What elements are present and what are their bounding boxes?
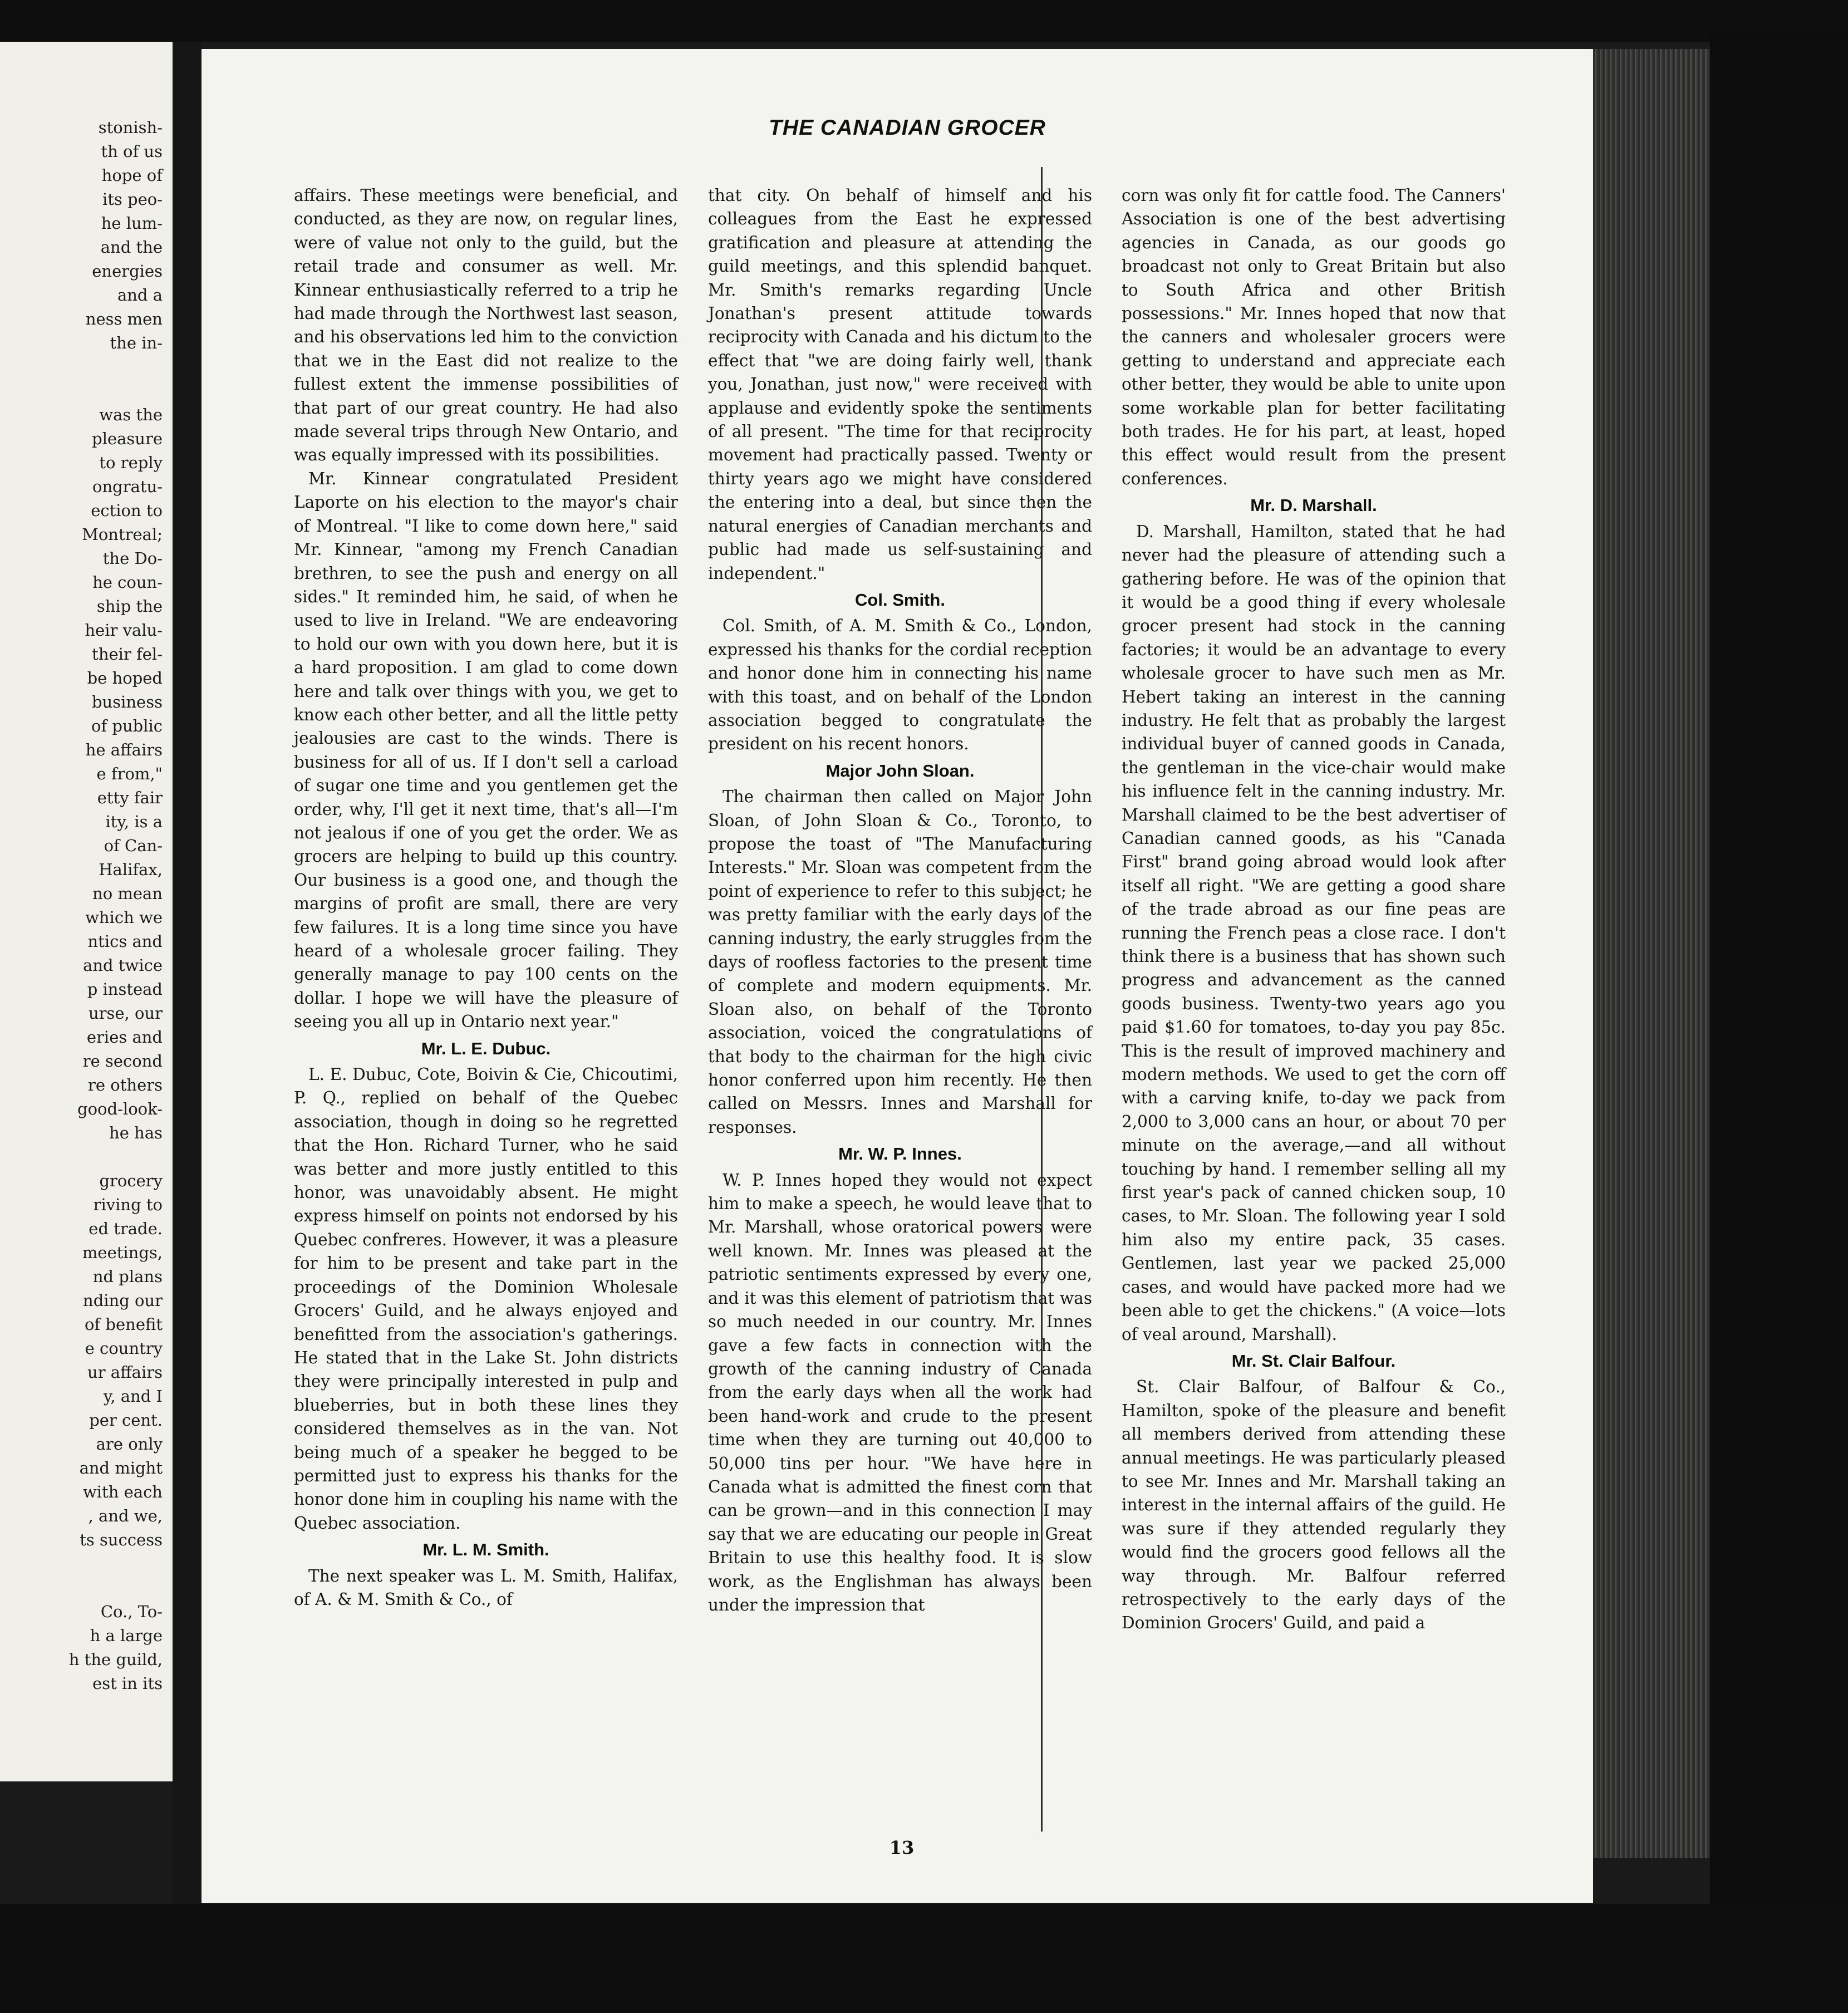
facing-page-line: pleasure <box>92 429 163 448</box>
facing-page-line: and the <box>100 238 163 257</box>
facing-page-line: ntics and <box>87 932 163 951</box>
facing-page-line: stonish- <box>98 118 163 137</box>
section-heading: Mr. W. P. Innes. <box>838 1144 962 1164</box>
facing-page-line: , and we, <box>88 1506 163 1525</box>
facing-page-line: of Can- <box>104 836 163 855</box>
section-heading: Mr. L. E. Dubuc. <box>421 1038 551 1058</box>
scan-right-border <box>1710 33 1848 1915</box>
facing-page-line: re others <box>88 1076 163 1094</box>
paragraph: L. E. Dubuc, Cote, Boivin & Cie, Chicoutimi, P. Q., replied on behalf of the Quebec association, though in doing so he regretted that the Hon. Richard Turner, who he said was better and more justly entitled to this honor, was unavoidably absent. He might express himself on points not endorsed by his Quebec confreres. However, it was a pleasure for him to be present and take part in the proceedings of the Dominion Wholesale Grocers' Guild, and he always enjoyed and benefitted from the association's gatherings. He stated that in the Lake St. John districts they were principally interested in pulp and blueberries, but in both these lines they considered themselves as in the van. Not being much of a speaker he begged to be permitted just to express his thanks for the honor done him in coupling his name with the Quebec association. <box>294 1065 678 1533</box>
section-heading: Mr. D. Marshall. <box>1250 495 1377 515</box>
paragraph: The next speaker was L. M. Smith, Halifax, of A. & M. Smith & Co., of <box>294 1566 678 1609</box>
text-column-3 <box>1122 184 1506 1635</box>
facing-page-line: ection to <box>91 501 163 520</box>
facing-page-line: Co., To- <box>100 1602 163 1621</box>
scan-bottom-border <box>0 1904 1848 2013</box>
page-number: 13 <box>889 1837 915 1858</box>
facing-page-line: no mean <box>92 884 163 903</box>
facing-page-line: energies <box>92 262 163 281</box>
facing-page-line: p instead <box>87 980 163 999</box>
facing-page-line: business <box>91 693 163 711</box>
text-column-1 <box>294 184 678 1611</box>
facing-page-line: per cent. <box>89 1411 163 1430</box>
facing-page-line: he lum- <box>101 214 163 233</box>
facing-page-line: urse, our <box>88 1004 163 1023</box>
section-heading: Major John Sloan. <box>825 760 975 780</box>
facing-page-line: which we <box>85 908 163 927</box>
facing-page-line: he affairs <box>85 740 163 759</box>
facing-page-line: their fel- <box>92 645 163 664</box>
text-column-2 <box>708 184 1092 1617</box>
facing-page-line: he has <box>109 1123 163 1142</box>
facing-page-line: the in- <box>110 333 163 352</box>
facing-page-line: th of us <box>101 142 163 161</box>
paragraph: St. Clair Balfour, of Balfour & Co., Hamilton, spoke of the pleasure and benefit all members derived from attending these annual meetings. He was particularly pleased to see Mr. Innes and Mr. Marshall taking an interest in the internal affairs of the guild. He was sure if they attended regularly they would find the grocers good fellows all the way through. Mr. Balfour referred retrospectively to the early days of the Dominion Grocers' Guild, and paid a <box>1122 1377 1506 1633</box>
paragraph: Col. Smith, of A. M. Smith & Co., London, expressed his thanks for the cordial reception and honor done him in connecting his name with this toast, and on behalf of the London association begged to congratulate the president on his recent honors. <box>708 616 1092 754</box>
paragraph: that city. On behalf of himself and his colleagues from the East he expressed gratification and pleasure at attending the guild meetings, and this splendid banquet. Mr. Smith's remarks regarding Uncle Jonathan's present attitude towards reciprocity with Canada and his dictum to the effect that "we are doing fairly well, thank you, Jonathan, just now," were received with applause and evidently spoke the sentiments of all present. "The time for that reciprocity movement had practically passed. Twenty or thirty years ago we might have considered the entering into a deal, but since then the natural energies of Canadian merchants and public had made us self-sustaining and independent." <box>708 186 1092 583</box>
facing-page-line: h a large <box>90 1626 163 1645</box>
facing-page-line: ship the <box>96 597 163 616</box>
running-head: THE CANADIAN GROCER <box>769 116 1046 140</box>
facing-page-line: etty fair <box>97 788 163 807</box>
paragraph: D. Marshall, Hamilton, stated that he had never had the pleasure of attending such a gathering before. He was of the opinion that it would be a good thing if every wholesale grocer present had stock in the canning factories; it would be an advantage to every wholesale grocer to have such men as Mr. Hebert taking an interest in the canning industry. He felt that as probably the largest individual buyer of canned goods in Canada, the gentleman in the vice-chair would make his influence felt in the canning industry. Mr. Marshall claimed to be the best advertiser of Canadian canned goods, as his "Canada First" brand going abroad would look after itself all right. "We are getting a good share of the trade abroad as our fine peas are running the French peas a close race. I don't think there is a business that has shown such progress and advancement as the canned goods business. Twenty-two years ago you paid $1.60 for tomatoes, to-day you pay 85c. This is the result of improved machinery and modern methods. We used to get the corn off with a carving knife, to-day we pack from 2,000 to 3,000 cans an hour, or about 70 per minute on the average,—and all without touching by hand. I remember selling all my first year's pack of canned chicken soup, 10 cases, to Mr. Sloan. The following year I sold him also my entire pack, 35 cases. Gentlemen, last year we packed 25,000 cases, and would have packed more had we been able to get the chickens." (A voice—lots of veal around, Marshall). <box>1122 522 1506 1344</box>
facing-page-line: and a <box>117 286 163 305</box>
paragraph: affairs. These meetings were beneficial, and conducted, as they are now, on regular lines, were of value not only to the guild, but the retail trade and consumer as well. Mr. Kinnear enthusiastically referred to a trip he had made through the Northwest last season, and his observations led him to the conviction that we in the East did not realize to the fullest extent the immense possibilities of that part of our great country. He had also made several trips through New Ontario, and was equally impressed with its possibilities. <box>294 186 678 465</box>
paragraph: corn was only fit for cattle food. The Canners' Association is one of the best advertising agencies in Canada, as our goods go broadcast not only to Great Britain but also to South Africa and other British possessions." Mr. Innes hoped that now that the canners and wholesaler grocers were getting to understand and appreciate each other better, they would be able to unite upon some workable plan for better facilitating both trades. He for his part, at least, hoped this effect would result from the present conferences. <box>1122 186 1506 488</box>
paragraph: Mr. Kinnear congratulated President Laporte on his election to the mayor's chair of Montreal. "I like to come down here," said Mr. Kinnear, "among my French Canadian brethren, to see the push and energy on all sides." It reminded him, he said, of when he used to live in Ireland. "We are endeavoring to hold our own with you down here, but it is a hard proposition. I am glad to come down here and talk over things with you, we get to know each other better, and all the little petty jealousies are cast to the winds. There is business for all of us. If I don't sell a carload of sugar one time and you gentlemen get the order, why, I'll get it next time, that's all—I'm not jealous if one of you get the order. We as grocers are helping to build up this country. Our business is a good one, and though the margins of profit are small, there are very few failures. It is a long time since you have heard of a wholesale grocer failing. They generally manage to pay 100 cents on the dollar. I hope we will have the pleasure of seeing you all up in Ontario next year." <box>294 469 678 1032</box>
facing-page-line: of public <box>91 716 163 735</box>
facing-page-line: hope of <box>101 166 163 185</box>
paragraph: W. P. Innes hoped they would not expect him to make a speech, he would leave that to Mr. Marshall, whose oratorical powers were well known. Mr. Innes was pleased at the patriotic sentiments expressed by every one, and it was this element of patriotism that was so much needed in our country. Mr. Innes gave a few facts in connection with the growth of the canning industry of Canada from the early days when all the work had been hand-work and crude to the present time when they are turning out 40,000 to 50,000 tins per hour. "We have here in Canada what is admitted the finest corn that can be grown—and in this connection I may say that we are educating our people in Great Britain to use this healthy food. It is slow work, as the Englishman has always been under the impression that <box>708 1170 1092 1614</box>
facing-page-line: be hoped <box>87 669 163 688</box>
facing-page-line: ur affairs <box>87 1363 163 1382</box>
facing-page-fragment <box>0 42 173 1781</box>
facing-page-line: of benefit <box>85 1315 163 1334</box>
facing-page-line: ongratu- <box>92 477 163 496</box>
facing-page-line: with each <box>82 1482 163 1501</box>
book-page-edges <box>1593 49 1710 1858</box>
facing-page-line: nd plans <box>92 1267 163 1286</box>
facing-page-line: ts success <box>80 1530 163 1549</box>
facing-page-line: ness men <box>85 310 163 328</box>
facing-page-line: meetings, <box>82 1243 163 1262</box>
facing-page-line: was the <box>99 405 163 424</box>
facing-page-line: are only <box>96 1435 163 1454</box>
facing-page-line: h the guild, <box>68 1650 163 1669</box>
facing-page-line: nding our <box>83 1291 163 1310</box>
facing-page-line: riving to <box>93 1195 163 1214</box>
facing-page-line: and twice <box>83 956 163 975</box>
scan-top-border <box>0 0 1848 42</box>
section-heading: Mr. L. M. Smith. <box>422 1540 549 1560</box>
facing-page-line: eries and <box>86 1028 163 1047</box>
section-heading: Mr. St. Clair Balfour. <box>1231 1351 1396 1371</box>
section-heading: Col. Smith. <box>855 590 945 610</box>
facing-page-line: ity, is a <box>105 812 163 831</box>
facing-page-line: Halifax, <box>99 860 163 879</box>
book-gutter <box>173 42 201 1904</box>
facing-page-line: est in its <box>92 1674 163 1693</box>
facing-page-line: and might <box>79 1459 163 1477</box>
paragraph: The chairman then called on Major John Sloan, of John Sloan & Co., Toronto, to propose the toast of "The Manufacturing Interests." Mr. Sloan was competent from the point of experience to refer to this subject; he was pretty familiar with the early days of the canning industry, the early struggles from the days of roofless factories to the present time of complete and modern equipments. Mr. Sloan also, on behalf of the Toronto association, voiced the congratulations of that body to the chairman for the high civic honor conferred upon him recently. He then called on Messrs. Innes and Marshall for responses. <box>708 787 1092 1137</box>
facing-page-line: e country <box>85 1339 163 1358</box>
facing-page-line: the Do- <box>102 549 163 568</box>
facing-page-line: re second <box>82 1052 163 1071</box>
facing-page-line: its peo- <box>102 190 163 209</box>
facing-page-line: good-look- <box>77 1099 163 1118</box>
facing-page-line: grocery <box>99 1171 163 1190</box>
facing-page-line: e from," <box>96 764 163 783</box>
facing-page-line: ed trade. <box>89 1219 163 1238</box>
facing-page-line: to reply <box>99 453 163 472</box>
facing-page-line: y, and I <box>103 1387 163 1406</box>
facing-page-line: he coun- <box>92 573 163 592</box>
facing-page-line: heir valu- <box>85 621 163 640</box>
facing-page-line: Montreal; <box>82 525 163 544</box>
